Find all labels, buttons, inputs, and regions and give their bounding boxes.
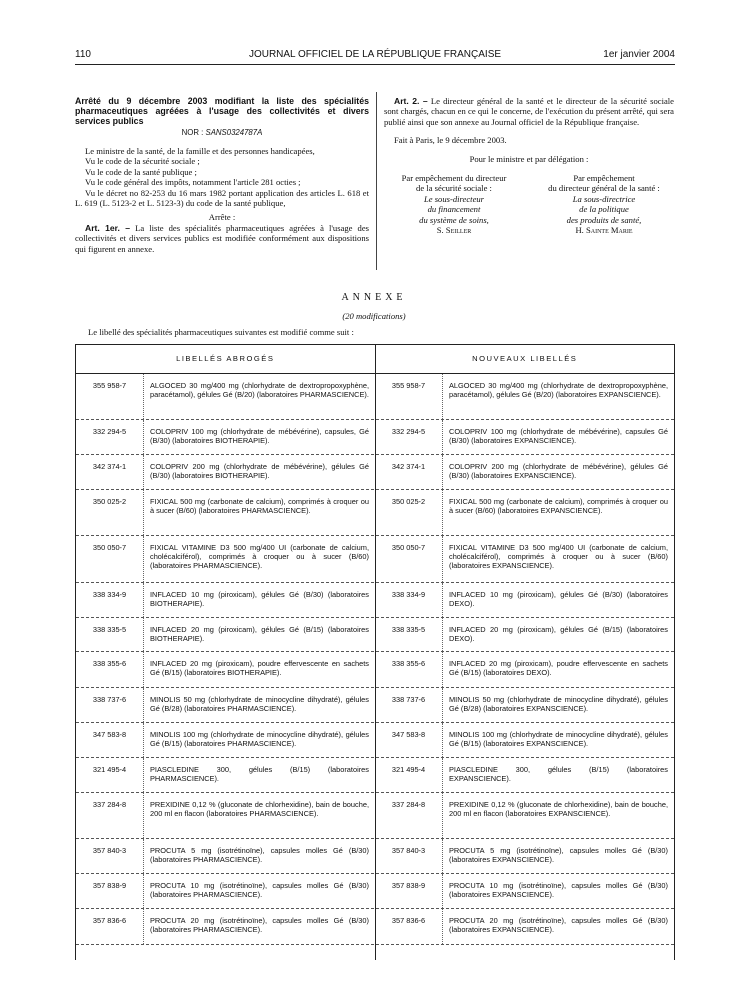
cip-code: 332 294-5 (76, 420, 144, 454)
nor-label: NOR : (181, 127, 204, 137)
nouveau-cell (375, 723, 674, 757)
abroge-cell (76, 688, 375, 722)
table-row (76, 793, 674, 839)
table-row (76, 490, 674, 536)
article-1 (75, 223, 369, 254)
cip-code: 347 583-8 (76, 723, 144, 757)
nouveau-libelle: INFLACED 20 mg (piroxicam), gélules Gé (B/15) (laboratoires DEXO). (449, 625, 668, 644)
sig-right-line-5: des produits de santé, (566, 214, 642, 225)
libelle-abroge: COLOPRIV 200 mg (chlorhydrate de mébévérine), gélules Gé (B/30) (laboratoires BIOTHERAPIE). (150, 462, 369, 481)
nouveau-cell (375, 618, 674, 651)
journal-title: JOURNAL OFFICIEL DE LA RÉPUBLIQUE FRANÇAISE (248, 49, 502, 60)
table-row (76, 536, 674, 583)
cip-code: 338 335-5 (76, 618, 144, 651)
abroge-cell (76, 874, 375, 908)
cip-code: 332 294-5 (375, 420, 443, 454)
cip-code: 321 495-4 (375, 758, 443, 792)
signatures (384, 173, 674, 235)
nouveau-libelle: COLOPRIV 200 mg (chlorhydrate de mébévérine), gélules Gé (B/30) (laboratoires EXPANSCIENCE). (449, 462, 668, 481)
sig-right-line-3: La sous-directrice (572, 193, 636, 204)
nouveau-cell (375, 490, 674, 535)
sig-right-name: H. Sainte Marie (575, 225, 633, 236)
cip-code: 357 836-6 (76, 909, 144, 944)
fait-a-paris: Fait à Paris, le 9 décembre 2003. (394, 135, 507, 146)
minister-intro: Le ministre de la santé, de la famille et des personnes handicapées, (85, 146, 315, 157)
annexe-table (75, 344, 675, 960)
libelle-abroge: PREXIDINE 0,12 % (gluconate de chlorhexidine), bain de bouche, 200 ml en flacon (laboratoires PHARMASCIENCE). (150, 800, 369, 819)
libelle-abroge: PROCUTA 20 mg (isotrétinoïne), capsules molles Gé (B/30) (laboratoires PHARMASCIENCE). (150, 916, 369, 935)
cip-code: 350 050-7 (76, 536, 144, 582)
table-row (76, 723, 674, 758)
cip-code: 357 840-3 (375, 839, 443, 873)
cip-code: 338 737-6 (76, 688, 144, 722)
nouveau-cell (375, 688, 674, 722)
annexe-title: ANNEXE (341, 292, 407, 303)
nouveau-libelle: FIXICAL 500 mg (carbonate de calcium), comprimés à croquer ou à sucer (B/60) (laboratoires EXPANSCIENCE). (449, 497, 668, 516)
cip-code: 355 958-7 (76, 374, 144, 419)
right-column (384, 96, 674, 235)
libelle-abroge: COLOPRIV 100 mg (chlorhydrate de mébévérine), capsules, Gé (B/30) (laboratoires BIOTHERAPIE). (150, 427, 369, 446)
abroge-cell (76, 490, 375, 535)
nouveau-cell (375, 652, 674, 687)
sig-left-line-3: Le sous-directeur (423, 193, 485, 204)
sig-right-line-2: du directeur général de la santé : (548, 183, 660, 194)
nouveau-libelle: MINOLIS 100 mg (chlorhydrate de minocycline dihydraté), gélules Gé (B/15) (laboratoires EXPANSCIENCE). (449, 730, 668, 749)
nouveau-cell (375, 758, 674, 792)
cip-code: 357 840-3 (76, 839, 144, 873)
libelle-abroge: INFLACED 20 mg (piroxicam), gélules Gé (B/15) (laboratoires BIOTHERAPIE). (150, 625, 369, 644)
article-2-text: Le directeur général de la santé et le directeur de la sécurité sociale sont chargés, chacun en ce qui le concerne, de l'exécution du présent arrêté, qui sera publié ainsi que son annexe au Journal officiel de la République française. (384, 96, 674, 127)
vu-2: Vu le code de la santé publique ; (85, 166, 197, 177)
libelle-abroge: INFLACED 10 mg (piroxicam), gélules Gé (B/30) (laboratoires BIOTHERAPIE). (150, 590, 369, 609)
abroge-cell (76, 583, 375, 617)
sig-right-line-1: Par empêchement (573, 173, 635, 184)
table-row (76, 455, 674, 490)
article-1-label: Art. 1er. – (85, 222, 131, 233)
table-row (76, 583, 674, 618)
nouveau-cell (375, 455, 674, 489)
abroge-cell (76, 909, 375, 944)
cip-code: 338 335-5 (375, 618, 443, 651)
libelle-abroge: INFLACED 20 mg (piroxicam), poudre effervescente en sachets Gé (B/15) (laboratoires BIOTHERAPIE). (150, 659, 369, 678)
abroge-cell (76, 839, 375, 873)
issue-date: 1er janvier 2004 (603, 49, 675, 60)
annexe-subtitle: (20 modifications) (342, 311, 406, 321)
cip-code: 342 374-1 (76, 455, 144, 489)
nor-code: SANS0324787A (205, 127, 263, 137)
nouveau-libelle: PREXIDINE 0,12 % (gluconate de chlorhexidine), bain de bouche, 200 ml en flacon (laboratoires EXPANSCIENCE). (449, 800, 668, 819)
article-2 (384, 96, 674, 127)
annexe-intro: Le libellé des spécialités pharmaceutiques suivantes est modifié comme suit : (88, 327, 354, 337)
cip-code: 337 284-8 (76, 793, 144, 838)
arrete-title: Arrêté du 9 décembre 2003 modifiant la liste des spécialités pharmaceutiques agréées à l'usage des collectivités et divers services publics (75, 96, 369, 127)
nouveau-cell (375, 420, 674, 454)
cip-code: 338 737-6 (375, 688, 443, 722)
table-row (76, 688, 674, 723)
nouveau-libelle: PIASCLEDINE 300, gélules (B/15) (laboratoires EXPANSCIENCE). (449, 765, 668, 784)
cip-code: 338 334-9 (76, 583, 144, 617)
abroge-cell (76, 455, 375, 489)
nouveau-libelle: COLOPRIV 100 mg (chlorhydrate de mébévérine), capsules Gé (B/30) (laboratoires EXPANSCIENCE). (449, 427, 668, 446)
arrete-heading: Arrête : (208, 212, 236, 223)
vu-1: Vu le code de la sécurité sociale ; (85, 156, 200, 167)
nouveau-libelle: INFLACED 20 mg (piroxicam), poudre effervescente en sachets Gé (B/15) (laboratoires DEXO). (449, 659, 668, 678)
sig-left-line-2: de la sécurité sociale : (416, 183, 492, 194)
page-header (75, 48, 675, 65)
nor-reference (75, 128, 369, 138)
sig-left-line-4: du financement (427, 204, 481, 215)
nouveau-cell (375, 839, 674, 873)
vu-4: Vu le décret no 82-253 du 16 mars 1982 portant application des articles L. 618 et L. 619 (L. 5123-2 et L. 5123-3) du code de la santé publique, (75, 187, 369, 209)
abroge-cell (76, 652, 375, 687)
table-row (76, 758, 674, 793)
nouveau-libelle: ALGOCED 30 mg/400 mg (chlorhydrate de dextropropoxyphène, paracétamol), gélules Gé (B/20) (laboratoires EXPANSCIENCE). (449, 381, 668, 400)
table-row (76, 874, 674, 909)
left-column (75, 96, 369, 254)
cip-code: 357 836-6 (375, 909, 443, 944)
libelle-abroge: PIASCLEDINE 300, gélules (B/15) (laboratoires PHARMASCIENCE). (150, 765, 369, 784)
article-1-text: La liste des spécialités pharmaceutiques agréées à l'usage des collectivités et divers services publics est modifiée conformément aux dispositions qui figurent en annexe. (75, 222, 370, 254)
cip-code: 347 583-8 (375, 723, 443, 757)
abroge-cell (76, 536, 375, 582)
nouveau-cell (375, 536, 674, 582)
abroge-cell (76, 723, 375, 757)
abroge-cell (76, 618, 375, 651)
cip-code: 350 025-2 (375, 490, 443, 535)
nouveau-cell (375, 909, 674, 944)
cip-code: 321 495-4 (76, 758, 144, 792)
table-row (76, 420, 674, 455)
signature-left (384, 173, 524, 235)
signature-right (534, 173, 674, 235)
abroge-cell (76, 793, 375, 838)
libelle-abroge: PROCUTA 10 mg (isotrétinoïne), capsules molles Gé (B/30) (laboratoires PHARMASCIENCE). (150, 881, 369, 900)
vu-3: Vu le code général des impôts, notamment l'article 281 octies ; (85, 177, 301, 188)
sig-left-line-5: du système de soins, (419, 214, 489, 225)
table-body (76, 374, 674, 945)
nouveau-cell (375, 374, 674, 419)
libelle-abroge: MINOLIS 100 mg (chlorhydrate de minocycline dihydraté), gélules Gé (B/15) (laboratoires PHARMASCIENCE). (150, 730, 369, 749)
libelle-abroge: FIXICAL VITAMINE D3 500 mg/400 UI (carbonate de calcium, cholécalciférol), comprimés à croquer ou à sucer (B/60) (laboratoires PHARMASCIENCE). (150, 543, 369, 571)
libelle-abroge: ALGOCED 30 mg/400 mg (chlorhydrate de dextropropoxyphène, paracétamol), gélules Gé (B/20) (laboratoires PHARMASCIENCE). (150, 381, 369, 400)
header-libelles-abroges: LIBELLÉS ABROGÉS (176, 354, 275, 363)
column-divider (376, 92, 377, 270)
cip-code: 338 355-6 (76, 652, 144, 687)
abroge-cell (76, 420, 375, 454)
nouveau-libelle: PROCUTA 20 mg (isotrétinoïne), capsules molles Gé (B/30) (laboratoires EXPANSCIENCE). (449, 916, 668, 935)
cip-code: 338 355-6 (375, 652, 443, 687)
abroge-cell (76, 374, 375, 419)
table-row (76, 374, 674, 420)
cip-code: 342 374-1 (375, 455, 443, 489)
nouveau-cell (375, 793, 674, 838)
cip-code: 337 284-8 (375, 793, 443, 838)
sig-left-name: S. Seiller (436, 225, 472, 236)
libelle-abroge: FIXICAL 500 mg (carbonate de calcium), comprimés à croquer ou à sucer (B/60) (laboratoires PHARMASCIENCE). (150, 497, 369, 516)
nouveau-libelle: PROCUTA 5 mg (isotrétinoïne), capsules molles Gé (B/30) (laboratoires EXPANSCIENCE). (449, 846, 668, 865)
cip-code: 350 050-7 (375, 536, 443, 582)
table-row (76, 909, 674, 945)
cip-code: 338 334-9 (375, 583, 443, 617)
abroge-cell (76, 758, 375, 792)
cip-code: 357 838-9 (76, 874, 144, 908)
table-row (76, 839, 674, 874)
sig-right-line-4: de la politique (579, 204, 629, 215)
table-row (76, 618, 674, 652)
nouveau-libelle: INFLACED 10 mg (piroxicam), gélules Gé (B/30) (laboratoires DEXO). (449, 590, 668, 609)
libelle-abroge: PROCUTA 5 mg (isotrétinoïne), capsules molles Gé (B/30) (laboratoires PHARMASCIENCE). (150, 846, 369, 865)
cip-code: 350 025-2 (76, 490, 144, 535)
nouveau-libelle: PROCUTA 10 mg (isotrétinoïne), capsules molles Gé (B/30) (laboratoires EXPANSCIENCE). (449, 881, 668, 900)
libelle-abroge: MINOLIS 50 mg (chlorhydrate de minocycline dihydraté), gélules Gé (B/28) (laboratoires PHARMASCIENCE). (150, 695, 369, 714)
nouveau-libelle: MINOLIS 50 mg (chlorhydrate de minocycline dihydraté), gélules Gé (B/28) (laboratoires EXPANSCIENCE). (449, 695, 668, 714)
sig-left-line-1: Par empêchement du directeur (401, 173, 507, 184)
cip-code: 357 838-9 (375, 874, 443, 908)
cip-code: 355 958-7 (375, 374, 443, 419)
table-row (76, 652, 674, 688)
article-2-label: Art. 2. – (394, 96, 428, 106)
header-nouveaux-libelles: NOUVEAUX LIBELLÉS (375, 345, 675, 373)
nouveau-cell (375, 583, 674, 617)
delegation-line: Pour le ministre et par délégation : (469, 153, 589, 164)
nouveau-libelle: FIXICAL VITAMINE D3 500 mg/400 UI (carbonate de calcium, cholécalciférol), comprimés à croquer ou à sucer (B/60) (laboratoires EXPANSCIENCE). (449, 543, 668, 571)
nouveau-cell (375, 874, 674, 908)
page-number: 110 (75, 49, 91, 60)
